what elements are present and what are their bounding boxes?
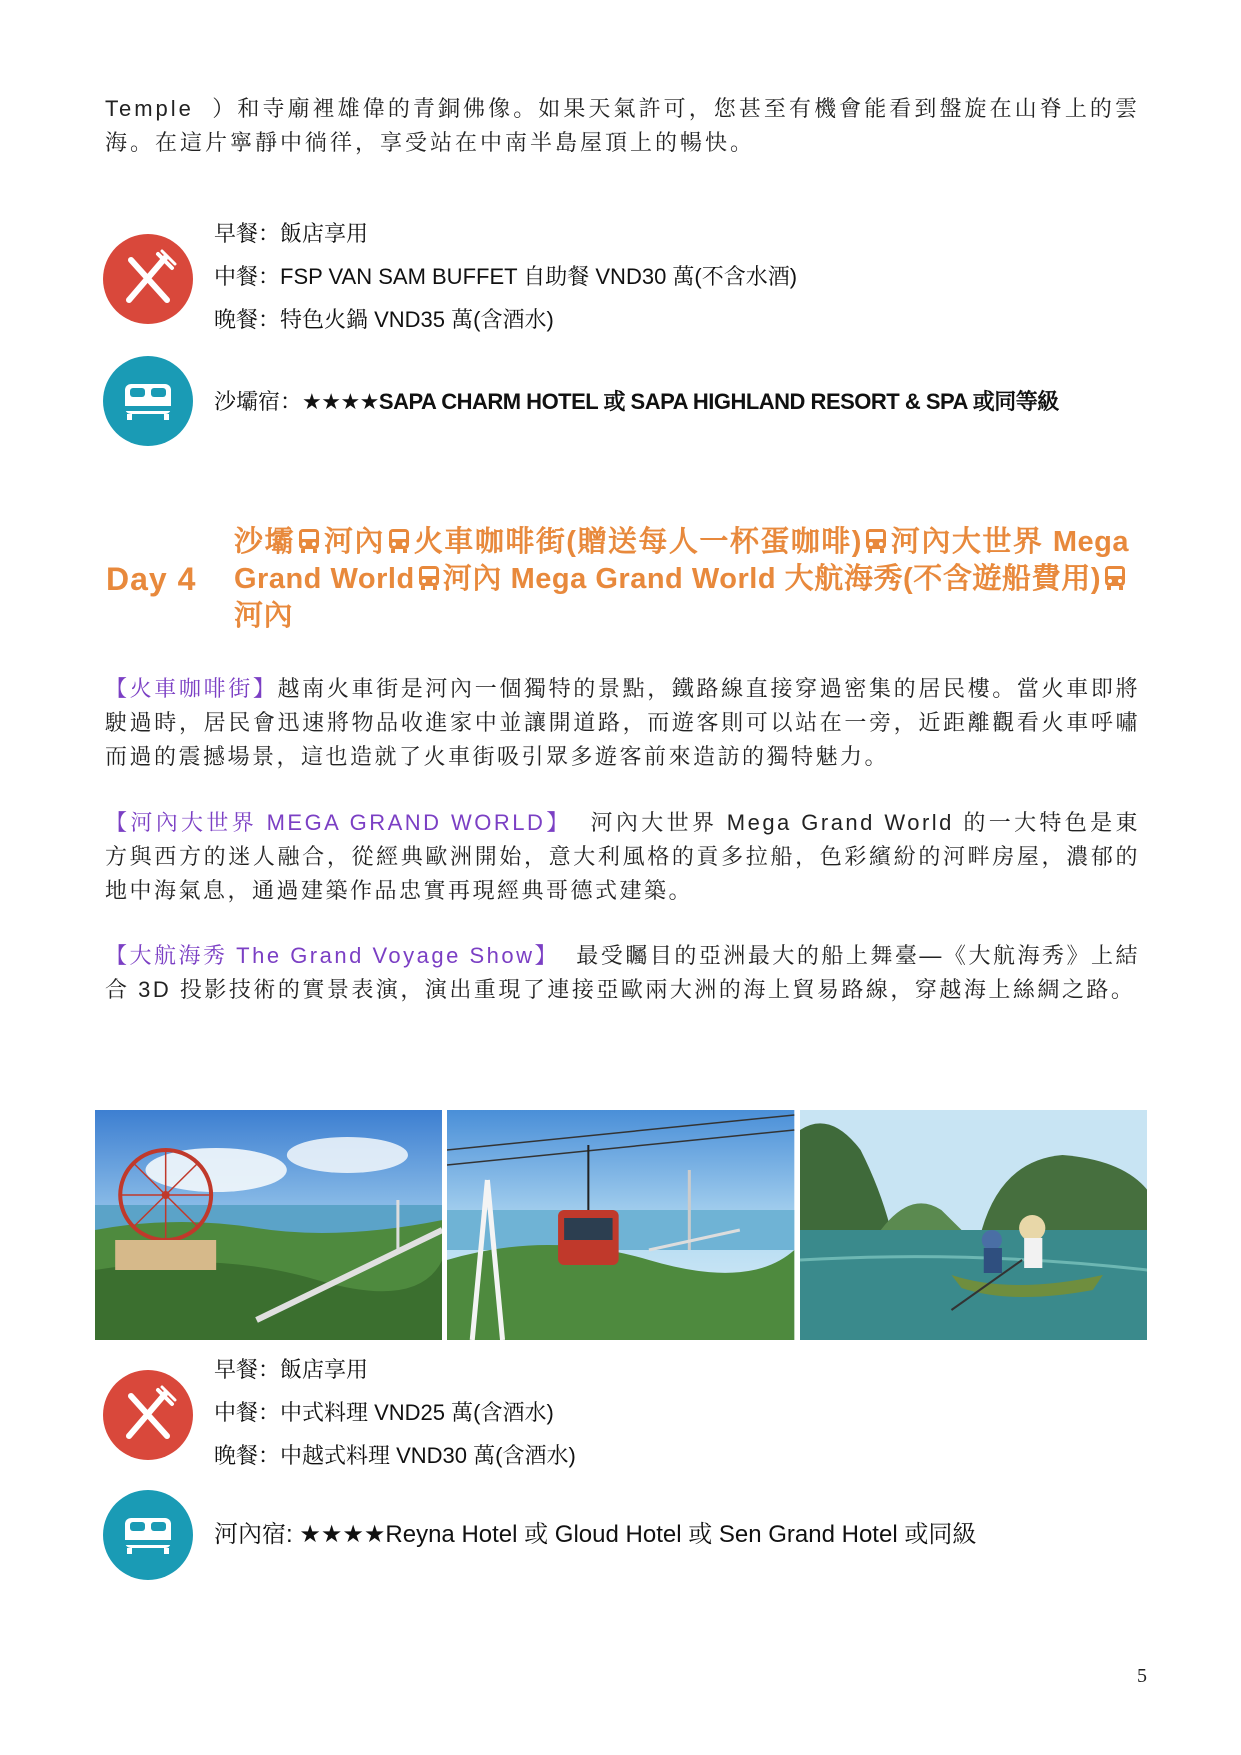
- route-stop: 河內: [322, 526, 385, 558]
- hotel-icon: [103, 356, 193, 446]
- section-mega-grand-world: [105, 806, 1140, 908]
- section-grand-voyage-show: [105, 939, 1140, 1007]
- dinner-text: 晚餐：中越式料理 VND30 萬(含酒水): [214, 1443, 576, 1468]
- bed-icon: [103, 1490, 193, 1580]
- breakfast-text: 早餐：飯店享用: [214, 221, 369, 246]
- lunch-text: 中餐：中式料理 VND25 萬(含酒水): [214, 1400, 554, 1425]
- hotel-name: ★★★★SAPA CHARM HOTEL 或 SAPA HIGHLAND RESORT & SPA 或同等級: [302, 389, 1059, 414]
- meal-icon: [103, 1370, 193, 1460]
- fork-knife-icon: [103, 234, 193, 324]
- lunch-text: 中餐：FSP VAN SAM BUFFET 自助餐 VND30 萬(不含水酒): [214, 264, 798, 289]
- bus-icon: [417, 565, 441, 591]
- route-stop: 沙壩: [234, 526, 295, 558]
- intro-lead: Temple: [105, 96, 194, 121]
- bed-icon: [103, 356, 193, 446]
- day-label: Day 4: [106, 561, 197, 597]
- photo-ferris-wheel: [95, 1110, 442, 1340]
- photo-boat-river: [800, 1110, 1147, 1340]
- bus-icon: [864, 528, 888, 554]
- dinner-text: 晚餐：特色火鍋 VND35 萬(含酒水): [214, 307, 554, 332]
- photo-strip: [95, 1110, 1147, 1340]
- section-body: 越南火車街是河內一個獨特的景點，鐵路線直接穿過密集的居民樓。當火車即將駛過時，居民會迅速將物品收進家中並讓開道路，而遊客則可以站在一旁，近距離觀看火車呼嘯而過的震撼場景，這也造就了火車街吸引眾多遊客前來造訪的獨特魅力。: [105, 676, 1140, 769]
- day4-meals: [214, 1348, 576, 1477]
- section-heading: 【大航海秀 The Grand Voyage Show】: [105, 943, 560, 968]
- route-stop: 河內大世界 Mega Grand World: [234, 526, 1129, 595]
- hotel-icon: [103, 1490, 193, 1580]
- intro-text: ）和寺廟裡雄偉的青銅佛像。如果天氣許可，您甚至有機會能看到盤旋在山脊上的雲海。在這片寧靜中徜徉，享受站在中南半島屋頂上的暢快。: [105, 96, 1140, 155]
- section-body: 河內大世界 Mega Grand World 的一大特色是東方與西方的迷人融合，從經典歐洲開始，意大利風格的貢多拉船，色彩繽紛的河畔房屋，濃郁的地中海氣息，通過建築作品忠實再現經典哥德式建築。: [105, 810, 1140, 903]
- section-heading: 【河內大世界 MEGA GRAND WORLD】: [105, 810, 572, 835]
- bus-icon: [1103, 565, 1127, 591]
- route-stop: 火車咖啡街(贈送每人一杯蛋咖啡): [412, 526, 862, 558]
- photo-cable-car: [447, 1110, 794, 1340]
- breakfast-text: 早餐：飯店享用: [214, 1357, 369, 1382]
- day3-meals: [214, 212, 797, 341]
- fork-knife-icon: [103, 1370, 193, 1460]
- day3-hotel: [214, 385, 1059, 419]
- section-train-street: [105, 672, 1140, 774]
- meal-icon: [103, 234, 193, 324]
- day4-hotel: 河內宿: ★★★★Reyna Hotel 或 Gloud Hotel 或 Sen Grand Hotel 或同級: [214, 1521, 977, 1548]
- route-stop: 河內: [234, 600, 294, 632]
- bus-icon: [297, 528, 321, 554]
- bus-icon: [387, 528, 411, 554]
- day-route-title: [234, 524, 1129, 635]
- hotel-prefix: 沙壩宿：: [214, 389, 303, 414]
- intro-paragraph: [105, 92, 1140, 160]
- section-heading: 【火車咖啡街】: [105, 676, 278, 701]
- section-body: 最受矚目的亞洲最大的船上舞臺—《大航海秀》上結合 3D 投影技術的實景表演，演出重現了連接亞歐兩大洲的海上貿易路線，穿越海上絲綢之路。: [105, 943, 1140, 1002]
- page-number: 5: [1137, 1665, 1147, 1687]
- route-stop: 河內 Mega Grand World 大航海秀(不含遊船費用): [442, 563, 1101, 595]
